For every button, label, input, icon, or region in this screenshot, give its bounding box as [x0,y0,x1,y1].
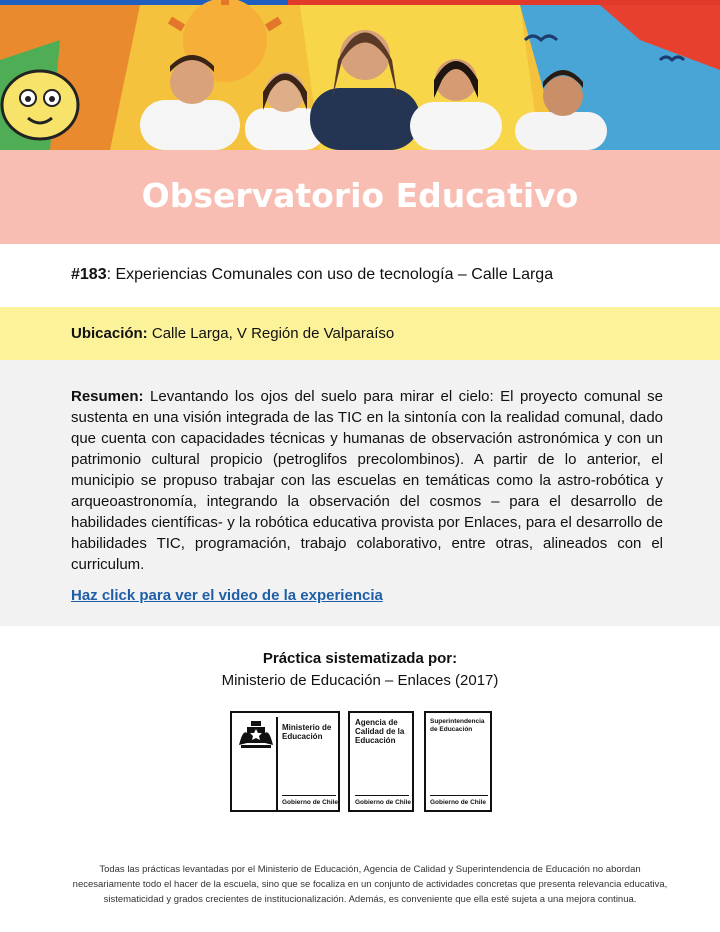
coat-of-arms-icon [237,719,275,749]
practice-name: : Experiencias Comunales con uso de tecnología – Calle Larga [106,266,554,283]
credits [0,648,720,692]
page-title: Observatorio Educativo [141,176,579,215]
logo-ministerio-footer: Gobierno de Chile [282,799,338,806]
logo-superintendencia-footer: Gobierno de Chile [430,799,486,806]
location-band [0,307,720,360]
mural-illustration [0,0,720,150]
footer-disclaimer: Todas las prácticas levantadas por el Ministerio de Educación, Agencia de Calidad y Superintendencia de Educación no abordan necesariamente todo el hacer de la escuela, sino que se focaliza en un conjunto de actividades concretas que presenta relevancia educativa, sistematicidad y grados crecientes de institucionalización. Además, es conveniente que ella esté sujeta a una mejora continua. [72,864,668,905]
logo-ministerio-name: Ministerio de Educación [282,723,332,741]
video-link[interactable]: Haz click para ver el video de la experiencia [71,587,383,604]
location-label: Ubicación: [71,325,148,342]
institution-logos [230,711,492,812]
summary-text: Levantando los ojos del suelo para mirar el cielo: El proyecto comunal se sustenta en una visión integrada de las TIC en la sintonía con la realidad comunal, dado que cuenta con capacidades técnicas y humanas de observación astronómica y con un patrimonio cultural propicio (petroglifos precolombinos). A partir de lo anterior, el municipio se propuso trabajar con las escuelas en temáticas como la astro-robótica y arqueoastronomía, integrando la observación del cosmos – para el desarrollo de habilidades científicas- y la robótica educativa provista por Enlaces, para el desarrollo de habilidades TIC, programación, trabajo colaborativo, entre otras, alineados con el curriculum. [71,388,663,573]
location-value: Calle Larga, V Región de Valparaíso [147,325,395,342]
credits-organization: Ministerio de Educación – Enlaces (2017) [221,672,499,689]
logo-agencia-footer: Gobierno de Chile [355,799,411,806]
logo-agencia-name: Agencia de Calidad de la Educación [355,718,405,745]
practice-title [71,266,553,284]
summary-label: Resumen: [71,388,144,405]
title-band [0,150,720,244]
logo-superintendencia-name: Superintendencia de Educación [430,718,485,733]
logo-ministerio [230,711,340,812]
credits-label: Práctica sistematizada por: [262,650,458,667]
hero-photo [0,0,720,150]
summary-paragraph [71,386,663,575]
practice-number: #183 [71,266,107,283]
location [71,325,394,342]
summary-band [0,360,720,626]
logo-agencia [348,711,414,812]
logo-superintendencia [424,711,492,812]
